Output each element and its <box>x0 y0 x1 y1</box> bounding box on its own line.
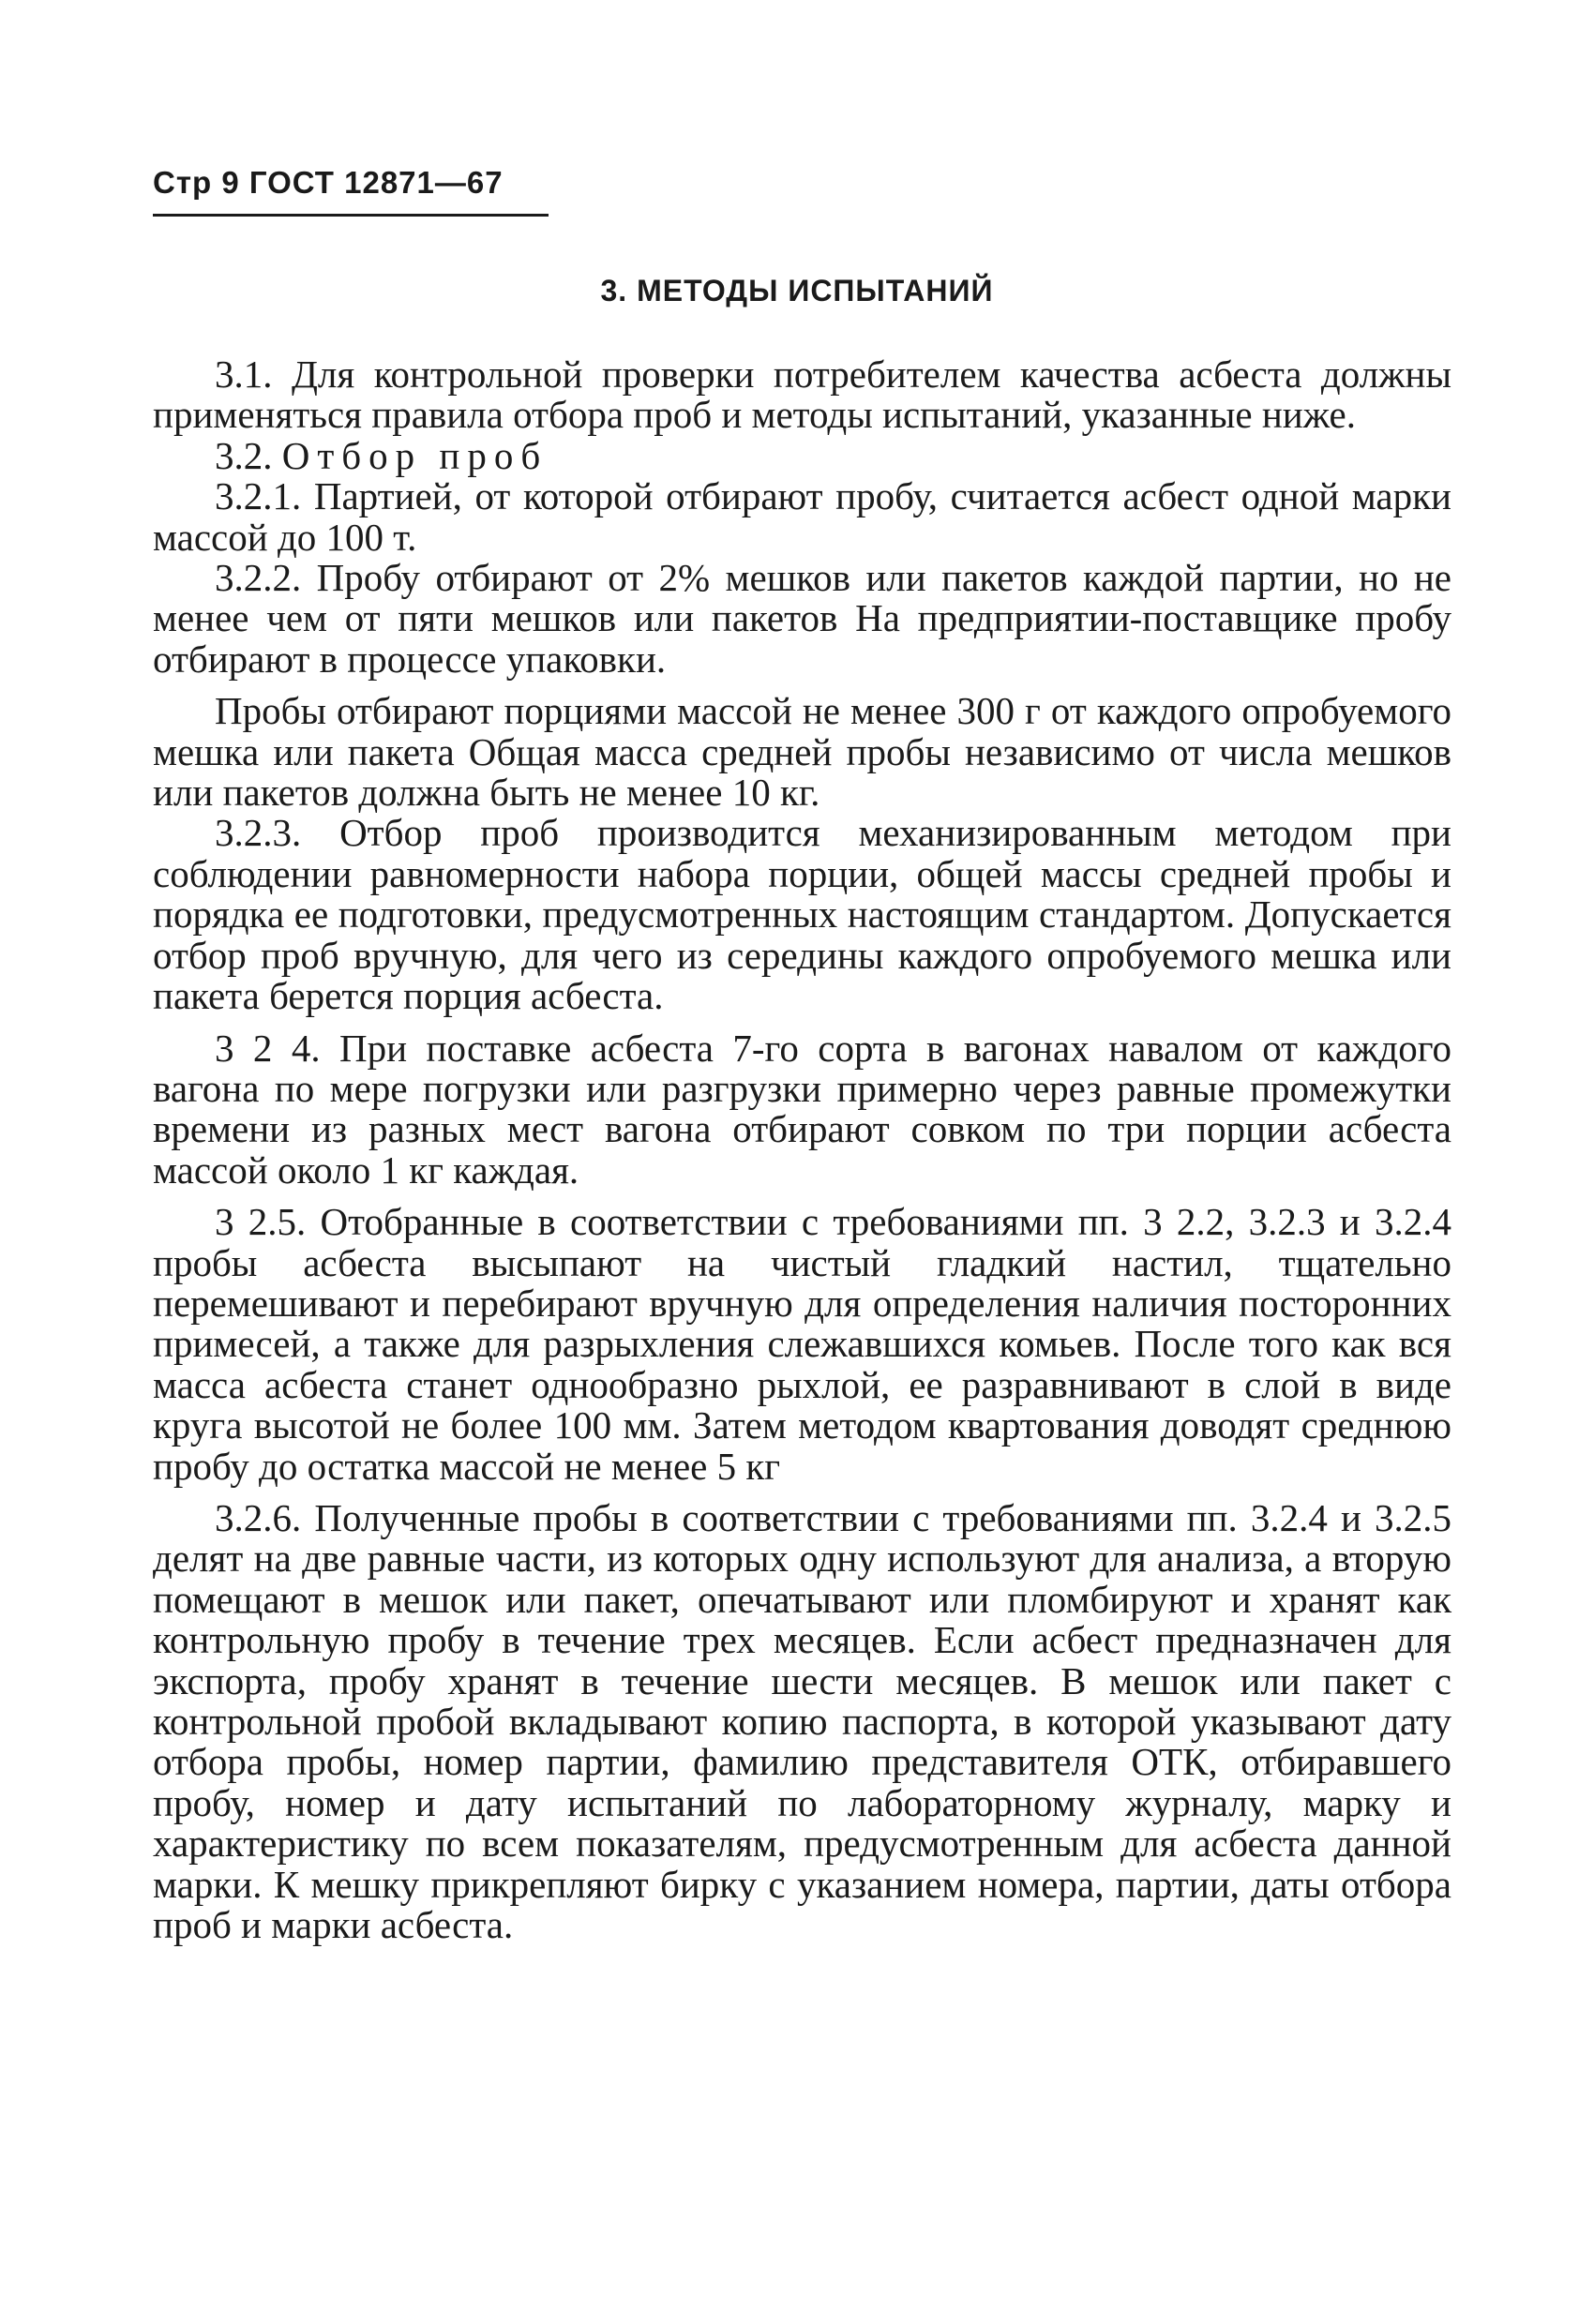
paragraph-3-2-4: 3 2 4. При поставке асбеста 7-го сорта в вагонах навалом от каждого вагона по мере погрузки или разгрузки примерно через равные промежутки времени из разных мест вагона отбирают совком по три порции асбеста массой около 1 кг каждая. <box>153 1026 1451 1192</box>
paragraph-3-2-2-cont: Пробы отбирают порциями массой не менее 300 г от каждого опробуемого мешка или пакета Общая масса средней пробы независимо от числа мешков или пакетов должна быть не менее 10 кг. <box>153 689 1451 815</box>
running-head: Стр 9 ГОСТ 12871—67 <box>153 165 504 200</box>
body-text <box>153 354 1451 1945</box>
paragraph-3-1: 3.1. Для контрольной проверки потребителем качества асбеста должны применяться правила отбора проб и методы испытаний, указанные ниже. <box>153 352 1451 437</box>
header-rule <box>153 214 549 217</box>
subsection-number: 3.2. <box>215 433 273 477</box>
subsection-heading-3-2 <box>153 433 1451 477</box>
paragraph-3-2-1: 3.2.1. Партией, от которой отбирают пробу, считается асбест одной марки массой до 100 т. <box>153 474 1451 559</box>
paragraph-3-2-6: 3.2.6. Полученные пробы в соответствии с требованиями пп. 3.2.4 и 3.2.5 делят на две равные части, из которых одну используют для анализа, а вторую помещают в мешок или пакет, опечатывают или пломбируют и хранят как контрольную пробу в течение трех месяцев. Если асбест предназначен для экспорта, пробу хранят в течение шести месяцев. В мешок или пакет с контрольной пробой вкладывают копию паспорта, в которой указывают дату отбора пробы, номер партии, фамилию представителя ОТК, отбиравшего пробу, номер и дату испытаний по лабораторному журналу, марку и характеристику по всем показателям, предусмотренным для асбеста данной марки. К мешку прикрепляют бирку с указанием номера, партии, даты отбора проб и марки асбеста. <box>153 1495 1451 1947</box>
section-title: 3. МЕТОДЫ ИСПЫТАНИЙ <box>600 274 994 307</box>
paragraph-3-2-5: 3 2.5. Отобранные в соответствии с требованиями пп. 3 2.2, 3.2.3 и 3.2.4 пробы асбеста высыпают на чистый гладкий настил, тщательно перемешивают и перебирают вручную для определения наличия посторонних примесей, а также для разрыхления слежавшихся комьев. После того как вся масса асбеста станет однообразно рыхлой, ее разравнивают в слой в виде круга высотой не более 100 мм. Затем методом квартования доводят среднюю пробу до остатка массой не менее 5 кг <box>153 1200 1451 1488</box>
paragraph-3-2-2: 3.2.2. Пробу отбирают от 2% мешков или пакетов каждой партии, но не менее чем от пяти мешков или пакетов На предприятии-поставщике пробу отбирают в процессе упаковки. <box>153 556 1451 681</box>
subsection-title: Отбор проб <box>281 433 549 477</box>
paragraph-3-2-3: 3.2.3. Отбор проб производится механизированным методом при соблюдении равномерности набора порции, общей массы средней пробы и порядка ее подготовки, предусмотренных настоящим стандартом. Допускается отбор проб вручную, для чего из середины каждого опробуемого мешка или пакета берется порция асбеста. <box>153 811 1451 1018</box>
